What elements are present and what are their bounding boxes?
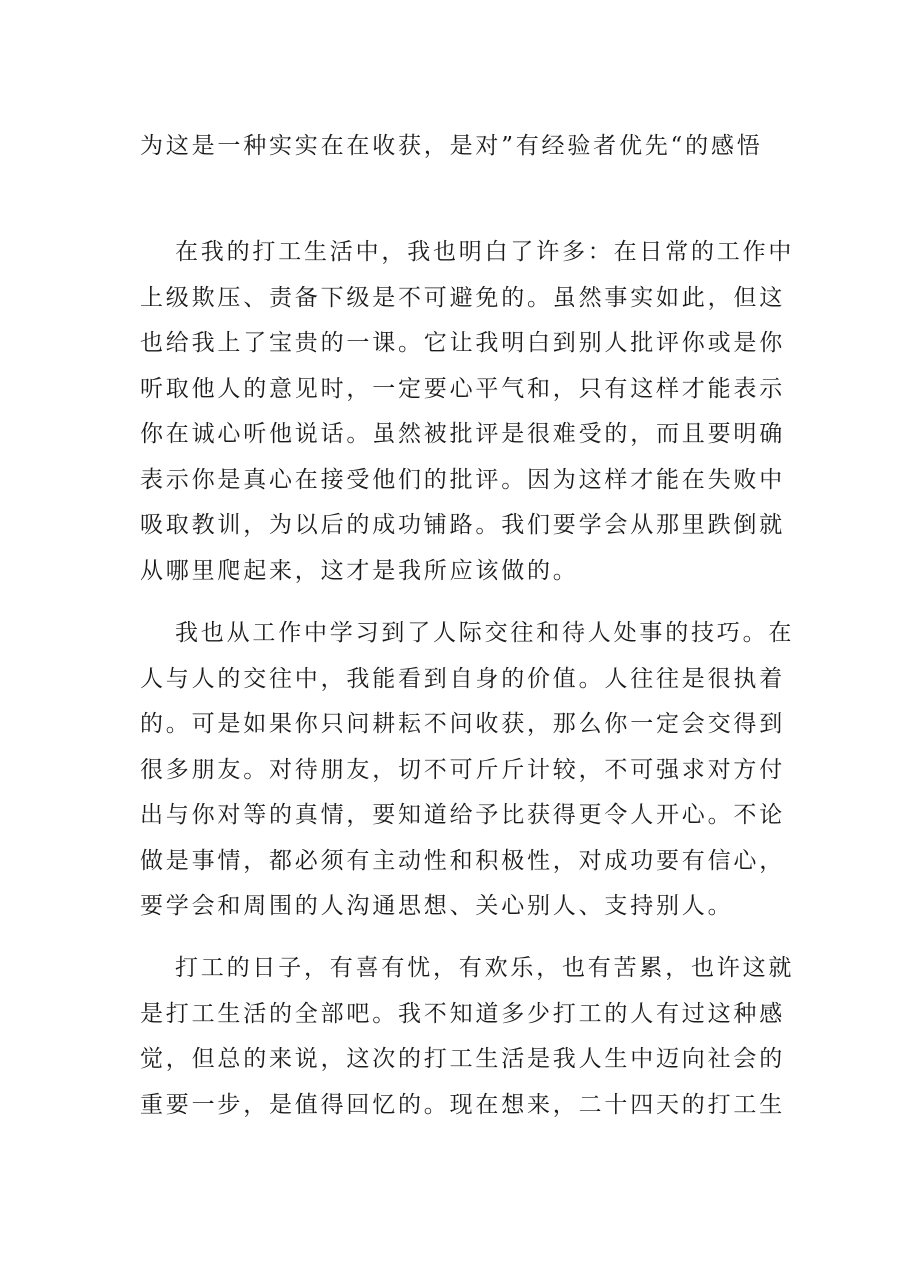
paragraph-1-line-3: 也给我上了宝贵的一课。它让我明白到别人批评你或是你 xyxy=(140,330,785,356)
paragraph-2-line-1: 我也从工作中学习到了人际交往和待人处事的技巧。在 xyxy=(175,620,795,646)
paragraph-1-line-7: 吸取教训，为以后的成功铺路。我们要学会从那里跌倒就 xyxy=(140,512,785,538)
paragraph-1-line-6: 表示你是真心在接受他们的批评。因为这样才能在失败中 xyxy=(140,467,785,493)
paragraph-1-line-4: 听取他人的意见时，一定要心平气和，只有这样才能表示 xyxy=(140,376,785,402)
paragraph-2-line-6: 做是事情，都必须有主动性和积极性，对成功要有信心， xyxy=(140,848,785,874)
paragraph-1-line-1: 在我的打工生活中，我也明白了许多：在日常的工作中 xyxy=(175,239,795,265)
paragraph-3-line-2: 是打工生活的全部吧。我不知道多少打工的人有过这种感 xyxy=(140,1001,785,1027)
paragraph-2-line-3: 的。可是如果你只问耕耘不问收获，那么你一定会交得到 xyxy=(140,711,785,737)
paragraph-1-line-5: 你在诚心听他说话。虽然被批评是很难受的，而且要明确 xyxy=(140,421,785,447)
paragraph-2-line-4: 很多朋友。对待朋友，切不可斤斤计较，不可强求对方付 xyxy=(140,757,785,783)
paragraph-1-line-2: 上级欺压、责备下级是不可避免的。虽然事实如此，但这 xyxy=(140,285,785,311)
paragraph-2-line-2: 人与人的交往中，我能看到自身的价值。人往往是很执着 xyxy=(140,666,785,692)
paragraph-1-line-8: 从哪里爬起来，这才是我所应该做的。 xyxy=(140,558,579,584)
continuation-line: 为这是一种实实在在收获，是对”有经验者优先“的感悟 xyxy=(140,133,763,159)
paragraph-2-line-7: 要学会和周围的人沟通思想、关心别人、支持别人。 xyxy=(140,893,734,919)
paragraph-3-line-1: 打工的日子，有喜有忧，有欢乐，也有苦累，也许这就 xyxy=(175,955,795,981)
paragraph-3-line-3: 觉，但总的来说，这次的打工生活是我人生中迈向社会的 xyxy=(140,1046,785,1072)
paragraph-2-line-5: 出与你对等的真情，要知道给予比获得更令人开心。不论 xyxy=(140,802,785,828)
paragraph-3-line-4: 重要一步，是值得回忆的。现在想来，二十四天的打工生 xyxy=(140,1092,785,1118)
